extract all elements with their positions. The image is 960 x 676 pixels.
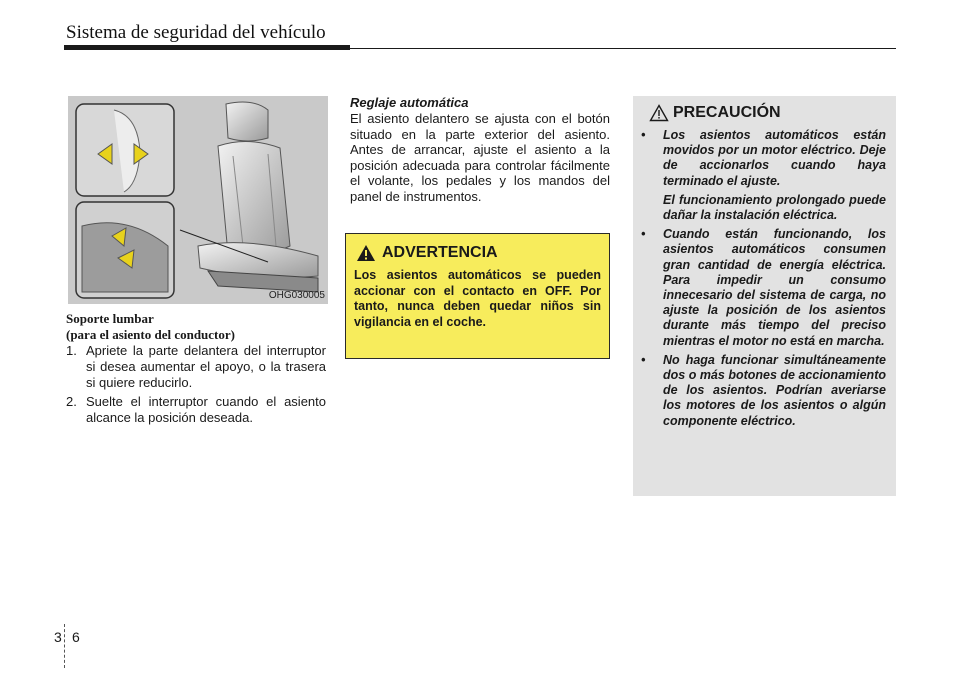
seat-illustration bbox=[68, 96, 328, 304]
caution-icon bbox=[649, 104, 669, 122]
page-header-title: Sistema de seguridad del vehículo bbox=[66, 22, 326, 43]
warning-title bbox=[356, 244, 601, 262]
caution-title bbox=[649, 104, 886, 122]
caution-list bbox=[641, 128, 886, 429]
page-number-divider bbox=[64, 624, 66, 668]
lumbar-heading-line2: (para el asiento del conductor) bbox=[66, 327, 235, 342]
warning-box bbox=[345, 233, 610, 359]
auto-adjust-heading: Reglaje automática bbox=[350, 95, 469, 110]
figure-code: OHG030005 bbox=[268, 290, 325, 301]
caution-item-text: Los asientos automáticos están movidos por un motor eléctrico. Deje de accionarlos cuando haya terminado el ajuste. bbox=[663, 128, 886, 188]
caution-item-text: No haga funcionar simultáneamente dos o más botones de accionamiento de los asientos. Podrían averiarse los motores de los asientos o algún componente eléctrico. bbox=[663, 352, 886, 428]
seat-drawing bbox=[68, 96, 328, 304]
header-rule bbox=[64, 45, 350, 50]
step-number: 2. bbox=[66, 394, 77, 409]
caution-item-text: Cuando están funcionando, los asientos automáticos consumen gran cantidad de energía eléctrica. Para impedir un consumo innecesario del sistema de carga, no ajuste la posición de los asientos durante más tiempo del preciso mientras el motor no está en marcha. bbox=[663, 227, 886, 348]
list-item bbox=[641, 353, 886, 429]
warning-text: Los asientos automáticos se pueden accionar con el contacto en OFF. Por tanto, nunca deben quedar niños sin vigilancia en el coche. bbox=[354, 268, 601, 329]
header-rule-thin bbox=[350, 48, 896, 49]
lumbar-heading-line1: Soporte lumbar bbox=[66, 311, 154, 326]
list-item bbox=[66, 343, 326, 391]
auto-adjust-body: El asiento delantero se ajusta con el botón situado en la parte exterior del asiento. Antes de arrancar, ajuste el asiento a la posición adecuada para controlar fácilmente el volante, los pedales y los mandos del panel de instrumentos. bbox=[350, 111, 610, 204]
caution-title-text: PRECAUCIÓN bbox=[673, 104, 781, 121]
step-text: Apriete la parte delantera del interruptor si desea aumentar el apoyo, o la trasera si quiere reducirlo. bbox=[86, 343, 326, 390]
bullet: • bbox=[641, 227, 646, 242]
warning-icon bbox=[356, 244, 376, 262]
lumbar-steps bbox=[66, 343, 326, 429]
step-text: Suelte el interruptor cuando el asiento alcance la posición deseada. bbox=[86, 394, 326, 425]
lumbar-heading bbox=[66, 311, 328, 343]
page-number: 6 bbox=[72, 629, 80, 645]
list-item bbox=[66, 394, 326, 426]
bullet: • bbox=[641, 352, 646, 367]
section-number: 3 bbox=[54, 629, 62, 645]
warning-title-text: ADVERTENCIA bbox=[382, 244, 498, 261]
list-item bbox=[641, 227, 886, 349]
list-item bbox=[641, 128, 886, 189]
caution-box bbox=[633, 96, 896, 496]
caution-item-continuation: El funcionamiento prolongado puede dañar la instalación eléctrica. bbox=[663, 192, 886, 223]
step-number: 1. bbox=[66, 343, 77, 358]
bullet: • bbox=[641, 128, 646, 142]
